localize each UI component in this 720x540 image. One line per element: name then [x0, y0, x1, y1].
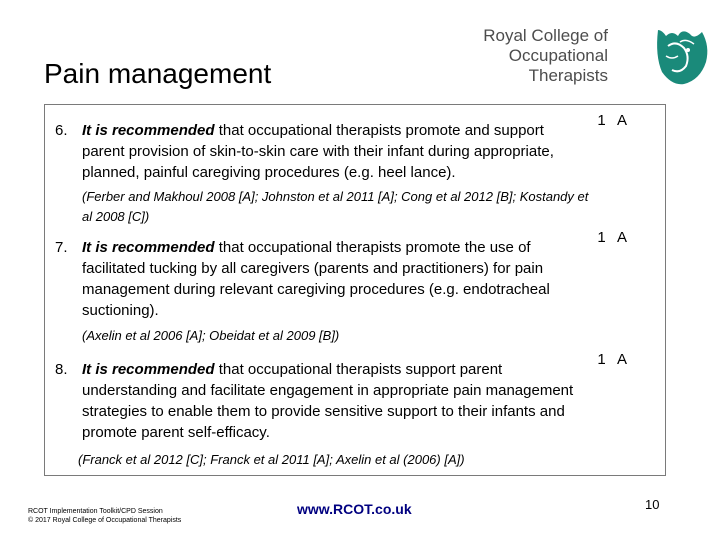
citation: (Ferber and Makhoul 2008 [A]; Johnston et al 2011 [A]; Cong et al 2012 [B]; Kostandy et al 2008 [C]): [82, 189, 589, 224]
recommendation-number: 8.: [55, 361, 68, 378]
recommendation-number: 6.: [55, 122, 68, 139]
evidence-grade: 1 A: [597, 351, 631, 368]
footer-line-1: RCOT Implementation Toolkit/CPD Session: [28, 508, 163, 515]
citation: (Axelin et al 2006 [A]; Obeidat et al 2009 [B]): [82, 328, 340, 343]
footer-url-link[interactable]: www.RCOT.co.uk: [297, 501, 412, 517]
recommendation-body: that occupational therapists promote the use of facilitated tucking by all caregivers (parents and practitioners) for pain management during relevant caregiving procedures (e.g. endotracheal suctioning).: [82, 239, 550, 319]
recommendation-text: [82, 120, 587, 183]
logo-text: [483, 26, 608, 86]
footer-line-2: © 2017 Royal College of Occupational Therapists: [28, 517, 182, 524]
page-title: Pain management: [44, 58, 272, 89]
page-number: 10: [645, 497, 660, 512]
recommendation-number: 7.: [55, 239, 68, 256]
recommendation-body: that occupational therapists promote and support parent provision of skin-to-skin care with their infant during appropriate, planned, painful caregiving procedures (e.g. heel lance).: [82, 122, 554, 181]
citation: (Franck et al 2012 [C]; Franck et al 2011 [A]; Axelin et al (2006) [A]): [78, 452, 465, 467]
recommendation-lead: It is recommended: [82, 122, 215, 139]
evidence-grade: 1 A: [597, 229, 631, 246]
recommendation-lead: It is recommended: [82, 361, 215, 378]
logo-line-2: Occupational: [508, 46, 608, 65]
recommendation-text: [82, 237, 587, 321]
evidence-grade: 1 A: [597, 112, 631, 129]
logo-line-3: Therapists: [528, 66, 608, 85]
recommendations-box: [44, 104, 666, 476]
footer-credits: [28, 507, 181, 525]
logo-line-1: Royal College of: [483, 26, 608, 45]
recommendation-lead: It is recommended: [82, 239, 215, 256]
crest-icon: [650, 26, 712, 88]
recommendation-text: [82, 359, 587, 443]
rcot-logo: [483, 26, 694, 88]
recommendation-body: that occupational therapists support parent understanding and facilitate engagement in appropriate pain management strategies to enable them to provide sensitive support to their infants and promote parent self-efficacy.: [82, 361, 574, 441]
